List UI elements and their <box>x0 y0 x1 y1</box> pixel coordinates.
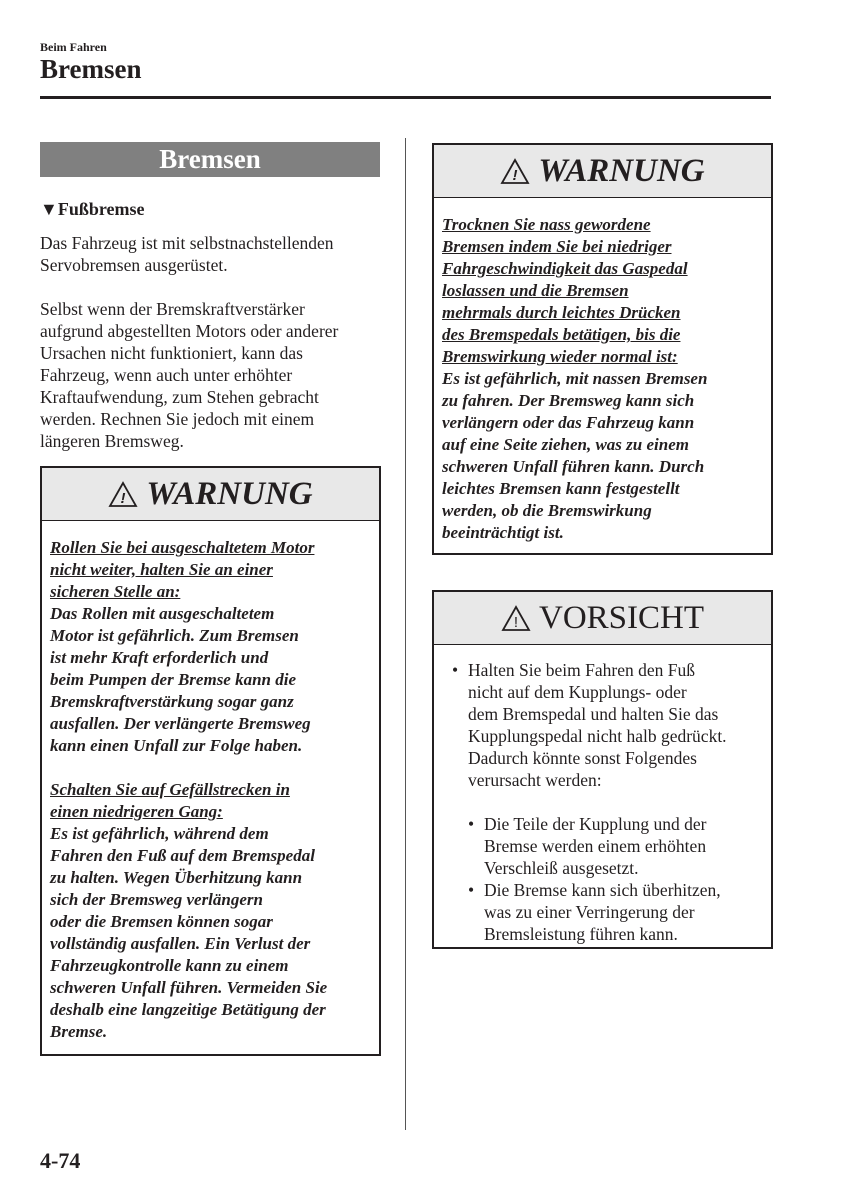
warning-header: ! WARNUNG <box>434 145 771 198</box>
caution-box <box>432 590 773 949</box>
warning-heading: Trocknen Sie nass gewordene Bremsen indem Sie bei niedriger Fahrgeschwindigkeit das Gaspedal loslassen und die Bremsen mehrmals durch leichtes Drücken des Bremspedals betätigen, bis die Bremswirkung wieder normal ist: <box>442 215 688 366</box>
warning-triangle-icon <box>108 481 138 508</box>
svg-text:!: ! <box>513 613 519 631</box>
caution-bullet: • Halten Sie beim Fahren den Fuß nicht auf dem Kupplungs- oder dem Bremspedal und halten Sie das Kupplungspedal nicht halb gedrückt. Dadurch könnte sonst Folgendes verursacht werden: <box>452 660 727 790</box>
warning-triangle-icon <box>501 605 531 632</box>
warning-heading: Schalten Sie auf Gefällstrecken in einen niedrigeren Gang: <box>50 780 290 821</box>
warning-header: ! WARNUNG <box>42 468 379 521</box>
caution-header: ! VORSICHT <box>434 592 771 645</box>
paragraph: Das Fahrzeug ist mit selbstnachstellenden Servobremsen ausgerüstet. <box>40 233 334 275</box>
warning-text: Es ist gefährlich, mit nassen Bremsen zu fahren. Der Bremsweg kann sich verlängern oder das Fahrzeug kann auf eine Seite ziehen, was zu einem schweren Unfall führen kann. Durch leichtes Bremsen kann festgestellt werden, ob die Bremswirkung beeinträchtigt ist. <box>442 369 708 542</box>
caution-subbullet: • Die Teile der Kupplung und der Bremse werden einem erhöhten Verschleiß ausgesetzt. <box>468 814 707 878</box>
warning-heading: Rollen Sie bei ausgeschaltetem Motor nicht weiter, halten Sie an einer sicheren Stelle an: <box>50 538 315 601</box>
warning-box-left <box>40 466 381 1056</box>
warning-box-right <box>432 143 773 555</box>
page-number: 4-74 <box>40 1148 81 1173</box>
warning-text: Es ist gefährlich, während dem Fahren den Fuß auf dem Bremspedal zu halten. Wegen Überhitzung kann sich der Bremsweg verlängern oder die Bremsen können sogar vollständig ausfallen. Ein Verlust der Fahrzeugkontrolle kann zu einem schweren Unfall führen. Vermeiden Sie deshalb eine langzeitige Betätigung der Bremse. <box>50 824 328 1041</box>
page-title: Bremsen <box>40 54 142 84</box>
subheading: ▼Fußbremse <box>40 199 145 219</box>
column-divider <box>405 138 406 1130</box>
header-rule <box>40 96 771 99</box>
section-label: Beim Fahren <box>40 40 107 54</box>
section-bar: Bremsen <box>40 142 380 177</box>
triangle-down-icon: ▼ <box>40 199 58 219</box>
paragraph: Selbst wenn der Bremskraftverstärker aufgrund abgestellten Motors oder anderer Ursachen nicht funktioniert, kann das Fahrzeug, wenn auch unter erhöhter Kraftaufwendung, zum Stehen gebracht werden. Rechnen Sie jedoch mit einem längeren Bremsweg. <box>40 299 339 451</box>
svg-text:!: ! <box>512 166 518 184</box>
caution-subbullet: • Die Bremse kann sich überhitzen, was zu einer Verringerung der Bremsleistung führen kann. <box>468 880 721 944</box>
warning-triangle-icon <box>500 158 530 185</box>
svg-text:!: ! <box>120 489 126 507</box>
warning-text: Das Rollen mit ausgeschaltetem Motor ist gefährlich. Zum Bremsen ist mehr Kraft erforderlich und beim Pumpen der Bremse kann die Bremskraftverstärkung sogar ganz ausfallen. Der verlängerte Bremsweg kann einen Unfall zur Folge haben. <box>50 604 311 755</box>
